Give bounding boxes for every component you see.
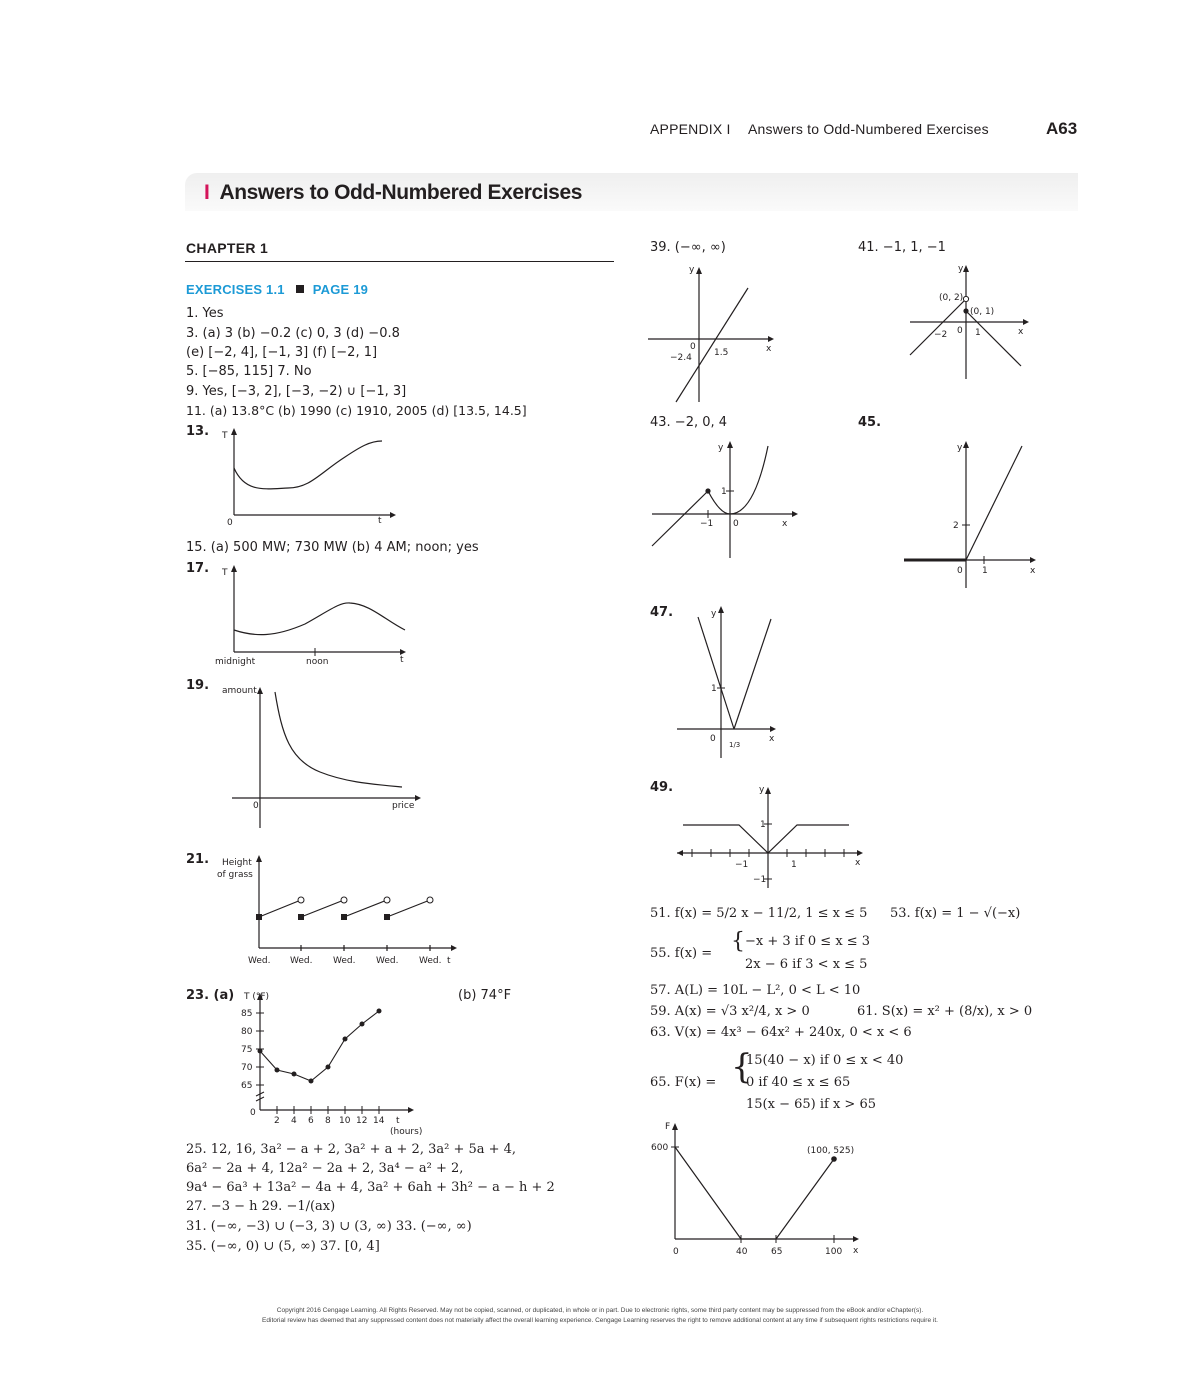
answer-9: 9. Yes, [−3, 2], [−3, −2) ∪ [−1, 3] [186,384,407,399]
copyright-line-2: Editorial review has deemed that any suppressed content does not materially affect the overall learning experience. Cengage Learning reserves the right to remove additional content at any time if subsequent rights restrictions require it. [262,1317,938,1324]
answer-65-piece1: 15(40 − x) if 0 ≤ x < 40 [746,1053,904,1068]
answer-45-label: 45. [858,415,882,430]
axis-label-y: y [759,785,765,795]
answer-23-label: 23. (a) [186,988,235,1003]
origin-label: 0 [250,1108,256,1118]
axis-label-T: T [222,431,228,441]
answer-25: 25. 12, 16, 3a² − a + 2, 3a² + a + 2, 3a² + 5a + 4, [186,1142,517,1157]
answer-47-label: 47. [650,605,674,620]
answer-39: 39. (−∞, ∞) [650,240,726,255]
graph-17 [210,562,410,667]
tick-label-1: 1 [760,820,766,830]
answer-65-piece2: 0 if 40 ≤ x ≤ 65 [746,1075,851,1090]
axis-label-t: t [378,516,382,526]
tick-label-neg1-y: −1 [753,875,767,885]
origin-label: 0 [957,326,963,336]
axis-label-T-F: T (°F) [244,992,270,1002]
answer-65-piece3: 15(x − 65) if x > 65 [746,1097,876,1112]
x-tick-40: 40 [736,1247,748,1257]
page-number: A63 [1046,119,1078,138]
appendix-marker: I [204,181,210,204]
left-brace-icon: { [731,929,745,954]
tick-label-1: 1 [791,860,797,870]
origin-label: 0 [733,519,739,529]
tick-label-wed: Wed. [376,956,399,966]
tick-label-1: 1 [975,328,981,338]
answer-59: 59. A(x) = √3 x²/4, x > 0 [650,1004,810,1019]
tick-label-wed: Wed. [333,956,356,966]
answer-27-29: 27. −3 − h 29. −1/(ax) [186,1199,336,1214]
x-tick-100: 100 [825,1247,843,1257]
answer-53: 53. f(x) = 1 − √(−x) [890,906,1021,921]
answer-23b: (b) 74°F [458,988,512,1003]
x-tick-4: 4 [291,1116,297,1126]
axis-label-y: y [689,265,695,275]
tick-label-wed: Wed. [419,956,442,966]
tick-label-neg1: −1 [700,519,714,529]
copyright-line-1: Copyright 2016 Cengage Learning. All Rights Reserved. May not be copied, scanned, or duplicated, in whole or in part. Due to electronic rights, some third party content may be suppressed from the eBook and/or eChapter(s). [276,1307,924,1314]
answer-49-label: 49. [650,780,674,795]
x-tick-10: 10 [339,1116,351,1126]
answer-25-cont1: 6a² − 2a + 4, 12a² − 2a + 2, 3a⁴ − a² + 2, [186,1161,464,1176]
point-label-0-1: (0, 1) [970,307,995,317]
tick-label-neg1: −1 [735,860,749,870]
axis-label-x: x [766,344,772,354]
axis-label-x: x [769,734,775,744]
tick-label-1: 1 [711,684,717,694]
answer-25-cont2: 9a⁴ − 6a³ + 13a² − 4a + 4, 3a² + 6ah + 3h² − a − h + 2 [186,1180,555,1195]
axis-label-y: y [958,264,964,274]
origin-label: 0 [227,518,233,528]
answer-11: 11. (a) 13.8°C (b) 1990 (c) 1910, 2005 (d) [13.5, 14.5] [186,403,527,418]
axis-label-t: t [447,956,451,966]
x-tick-65: 65 [771,1247,783,1257]
answer-41: 41. −1, 1, −1 [858,240,946,255]
exercises-page: PAGE 19 [312,282,369,297]
axis-label-F: F [665,1122,671,1132]
answer-51: 51. f(x) = 5/2 x − 11/2, 1 ≤ x ≤ 5 [650,906,868,921]
x-tick-14: 14 [373,1116,385,1126]
graph-39 [648,262,778,402]
tick-label-wed: Wed. [248,956,271,966]
answer-43: 43. −2, 0, 4 [650,415,728,430]
running-header-appendix: APPENDIX I [650,121,731,137]
axis-label-amount: amount [222,686,257,696]
x-tick-12: 12 [356,1116,368,1126]
answer-1: 1. Yes [186,306,224,321]
answer-55-label: 55. f(x) = [650,946,713,961]
tick-label-neg2: −2 [934,330,948,340]
tick-label-midnight: midnight [215,657,256,667]
answer-63: 63. V(x) = 4x³ − 64x² + 240x, 0 < x < 6 [650,1025,912,1040]
graph-45 [902,438,1042,588]
point-label-0-2: (0, 2) [939,293,964,303]
x-tick-2: 2 [274,1116,280,1126]
y-tick-85: 85 [241,1009,253,1019]
axis-label-y: y [711,609,717,619]
answer-3: 3. (a) 3 (b) −0.2 (c) 0, 3 (d) −0.8 [186,326,400,341]
axis-label-x: x [855,858,861,868]
origin-label: 0 [253,801,259,811]
tick-label-noon: noon [306,657,329,667]
axis-label-t: t [400,655,404,665]
point-label-100-525: (100, 525) [807,1146,855,1156]
axis-label-T: T [222,568,228,578]
answer-21-label: 21. [186,852,210,867]
graph-19 [220,680,420,830]
answer-57: 57. A(L) = 10L − L², 0 < L < 10 [650,983,861,998]
answer-61: 61. S(x) = x² + (8/x), x > 0 [857,1004,1033,1019]
axis-label-of-grass: of grass [217,870,253,880]
page-title [204,181,582,205]
tick-label-one-third: 1/3 [729,741,741,749]
axis-label-y: y [718,443,724,453]
graph-47 [675,603,785,763]
axis-label-x: x [1030,566,1036,576]
x-intercept-label: 1.5 [714,348,729,358]
answer-15: 15. (a) 500 MW; 730 MW (b) 4 AM; noon; yes [186,540,479,555]
answer-65-label: 65. F(x) = [650,1075,717,1090]
answer-31-33: 31. (−∞, −3) ∪ (−3, 3) ∪ (3, ∞) 33. (−∞, ∞) [186,1219,472,1234]
answer-55-piece2: 2x − 6 if 3 < x ≤ 5 [745,957,868,972]
exercises-label: EXERCISES 1.1 [186,282,285,297]
y-tick-65: 65 [241,1081,253,1091]
y-tick-75: 75 [241,1045,253,1055]
graph-49 [675,782,870,892]
y-tick-600: 600 [651,1143,669,1153]
y-tick-80: 80 [241,1027,253,1037]
answer-55-piece1: −x + 3 if 0 ≤ x ≤ 3 [745,934,871,949]
axis-label-x: x [782,519,788,529]
answer-19-label: 19. [186,678,210,693]
axis-label-y: y [957,443,963,453]
axis-label-height: Height [222,858,252,868]
answer-17-label: 17. [186,561,210,576]
axis-label-x: x [1018,327,1024,337]
left-brace-icon: { [731,1047,753,1087]
answer-13-label: 13. [186,424,210,439]
graph-41 [905,262,1035,382]
exercises-heading [186,282,368,297]
x-tick-8: 8 [325,1116,331,1126]
axis-label-price: price [392,801,415,811]
page-title-text: Answers to Odd-Numbered Exercises [219,181,583,204]
tick-label-wed: Wed. [290,956,313,966]
origin-label: 0 [710,734,716,744]
tick-label-1: 1 [982,566,988,576]
answer-35-37: 35. (−∞, 0) ∪ (5, ∞) 37. [0, 4] [186,1239,380,1254]
chapter-heading: CHAPTER 1 [186,240,269,256]
axis-label-t: t [396,1116,400,1126]
y-tick-70: 70 [241,1063,253,1073]
origin-label: 0 [673,1247,679,1257]
graph-21 [215,852,465,970]
graph-65 [645,1118,875,1260]
answer-5-7: 5. [−85, 115] 7. No [186,364,312,379]
origin-label: 0 [957,566,963,576]
x-tick-6: 6 [308,1116,314,1126]
tick-label-2: 2 [953,521,959,531]
answer-3-cont: (e) [−2, 4], [−1, 3] (f) [−2, 1] [186,345,378,360]
chapter-rule [185,261,614,262]
graph-43 [650,438,800,558]
running-header-section: Answers to Odd-Numbered Exercises [748,121,989,137]
graph-13 [210,425,400,530]
graph-23 [230,988,440,1136]
y-intercept-label: −2.4 [670,353,692,363]
square-bullet-icon [296,285,304,293]
origin-label: 0 [690,342,696,352]
axis-label-hours: (hours) [390,1127,423,1137]
tick-label-1: 1 [721,487,727,497]
axis-label-x: x [853,1246,859,1256]
